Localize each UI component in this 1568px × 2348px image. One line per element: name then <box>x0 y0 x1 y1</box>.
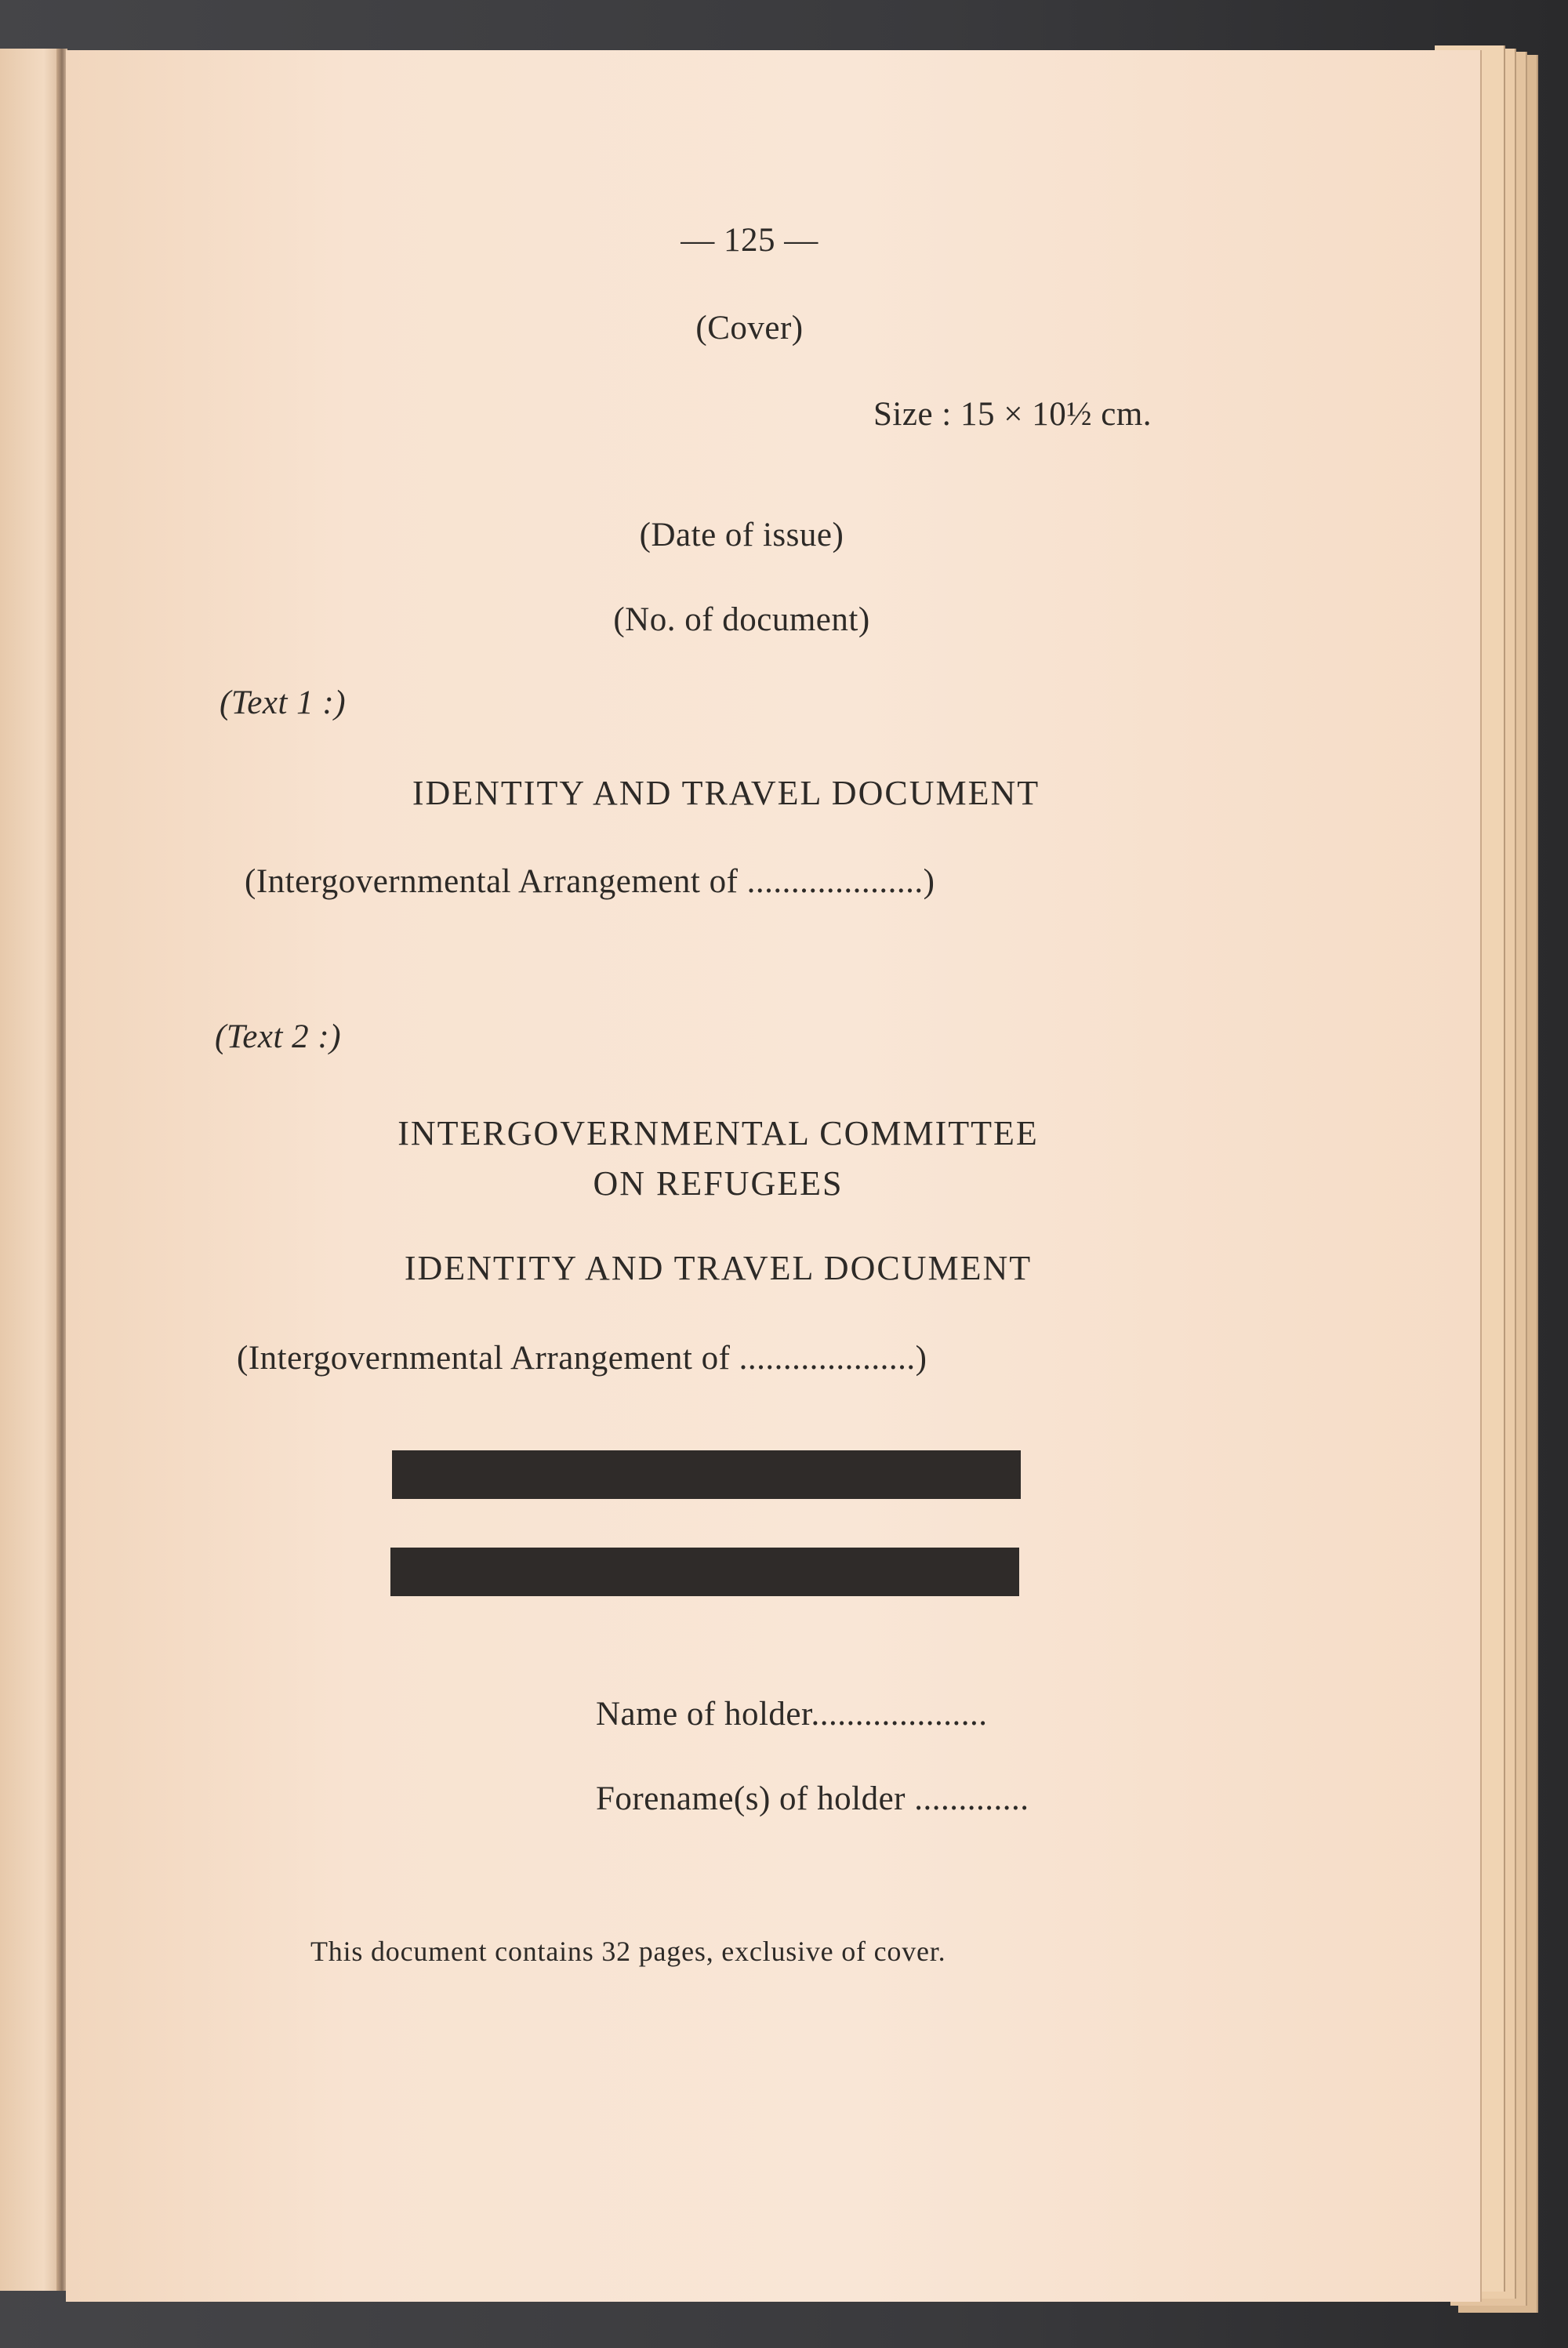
black-band-top <box>392 1450 1021 1499</box>
forenames-of-holder: Forename(s) of holder ............. <box>596 1780 1029 1817</box>
page-count-note: This document contains 32 pages, exclusive of cover. <box>310 1936 946 1967</box>
text2-label: (Text 2 :) <box>215 1018 342 1055</box>
text1-arrangement: (Intergovernmental Arrangement of ....................) <box>245 863 935 900</box>
text1-title: IDENTITY AND TRAVEL DOCUMENT <box>412 774 1040 812</box>
cover-label: (Cover) <box>695 310 804 347</box>
name-of-holder: Name of holder.................... <box>596 1696 988 1733</box>
document-number: (No. of document) <box>613 601 870 638</box>
black-band-bottom <box>390 1548 1019 1596</box>
page-content <box>66 50 1480 2302</box>
committee-line-1: INTERGOVERNMENTAL COMMITTEE <box>397 1114 1039 1152</box>
text2-arrangement: (Intergovernmental Arrangement of ....................) <box>237 1340 927 1377</box>
book-page <box>66 50 1482 2302</box>
page-number: — 125 — <box>681 222 818 259</box>
text1-label: (Text 1 :) <box>220 684 347 721</box>
size-line: Size : 15 × 10½ cm. <box>873 396 1152 433</box>
date-of-issue: (Date of issue) <box>639 517 844 553</box>
text2-title: IDENTITY AND TRAVEL DOCUMENT <box>404 1249 1033 1287</box>
committee-line-2: ON REFUGEES <box>593 1164 844 1203</box>
